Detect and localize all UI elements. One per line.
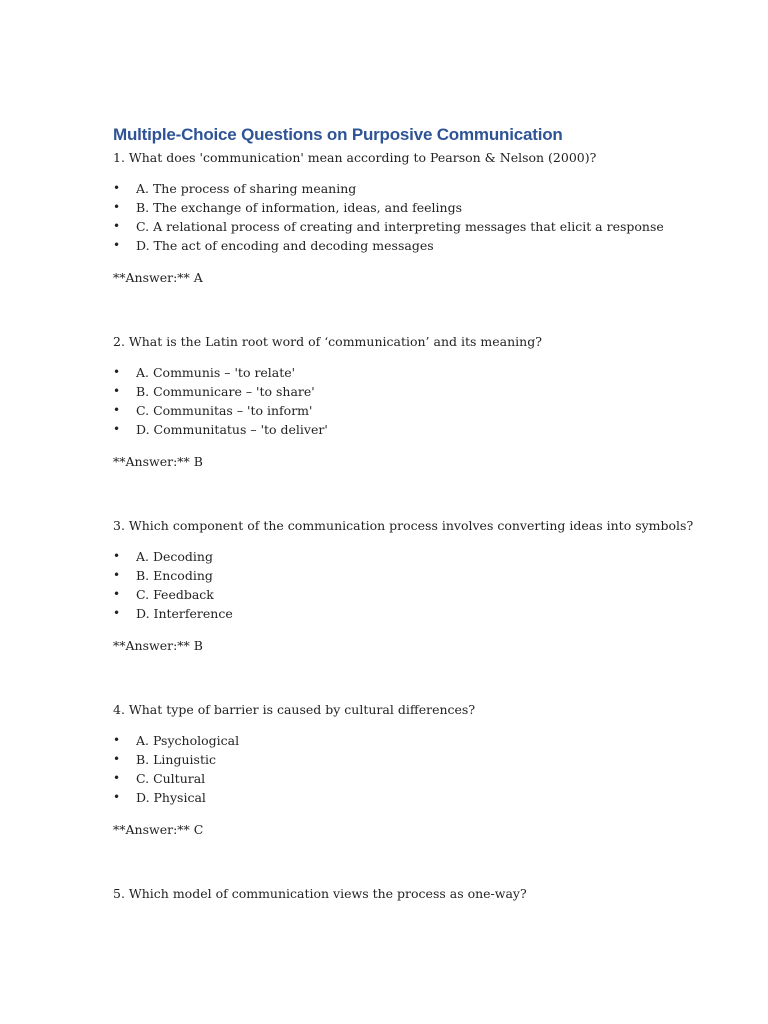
bullet-icon: •: [113, 733, 121, 747]
bullet-icon: •: [113, 384, 121, 398]
option-list: [113, 363, 713, 439]
option-label: D. The act of encoding and decoding messages: [136, 238, 434, 253]
option-label: C. Feedback: [136, 587, 214, 602]
bullet-icon: •: [113, 587, 121, 601]
option-label: D. Physical: [136, 790, 206, 805]
option-label: C. Cultural: [136, 771, 206, 786]
option-list: [113, 547, 713, 623]
document-title: Multiple-Choice Questions on Purposive Communication: [113, 125, 563, 144]
option-item: [113, 382, 713, 401]
question-block-2: [113, 332, 713, 471]
bullet-icon: •: [113, 181, 121, 195]
option-item: [113, 420, 713, 439]
option-item: [113, 363, 713, 382]
bullet-icon: •: [113, 219, 121, 233]
bullet-icon: •: [113, 238, 121, 252]
question-block-3: [113, 516, 713, 655]
option-item: [113, 198, 713, 217]
document-page: [113, 124, 713, 948]
option-label: A. Psychological: [136, 733, 240, 748]
option-label: D. Communitatus – 'to deliver': [136, 422, 328, 437]
option-label: A. The process of sharing meaning: [136, 181, 357, 196]
option-item: [113, 769, 713, 788]
option-label: B. Encoding: [136, 568, 213, 583]
answer-text: **Answer:** C: [113, 822, 204, 837]
option-item: [113, 585, 713, 604]
option-label: A. Decoding: [136, 549, 213, 564]
option-list: [113, 179, 713, 255]
option-label: C. Communitas – 'to inform': [136, 403, 313, 418]
question-block-5: [113, 884, 713, 903]
bullet-icon: •: [113, 549, 121, 563]
bullet-icon: •: [113, 606, 121, 620]
option-item: [113, 731, 713, 750]
option-label: C. A relational process of creating and interpreting messages that elicit a response: [136, 219, 664, 234]
question-text: 5. Which model of communication views the process as one-way?: [113, 886, 527, 901]
option-item: [113, 236, 713, 255]
bullet-icon: •: [113, 365, 121, 379]
bullet-icon: •: [113, 422, 121, 436]
option-label: B. The exchange of information, ideas, and feelings: [136, 200, 462, 215]
bullet-icon: •: [113, 403, 121, 417]
question-text: 2. What is the Latin root word of ‘communication’ and its meaning?: [113, 334, 542, 349]
bullet-icon: •: [113, 790, 121, 804]
option-item: [113, 217, 713, 236]
option-item: [113, 179, 713, 198]
option-item: [113, 750, 713, 769]
bullet-icon: •: [113, 200, 121, 214]
bullet-icon: •: [113, 568, 121, 582]
answer-text: **Answer:** A: [113, 270, 203, 285]
bullet-icon: •: [113, 752, 121, 766]
question-text: 1. What does 'communication' mean according to Pearson & Nelson (2000)?: [113, 150, 597, 165]
option-item: [113, 788, 713, 807]
question-block-4: [113, 700, 713, 839]
option-item: [113, 604, 713, 623]
answer-text: **Answer:** B: [113, 638, 203, 653]
question-text: 4. What type of barrier is caused by cultural differences?: [113, 702, 476, 717]
option-item: [113, 566, 713, 585]
option-item: [113, 401, 713, 420]
question-block-1: [113, 148, 713, 287]
question-text: 3. Which component of the communication process involves converting ideas into symbols?: [113, 518, 694, 533]
option-label: B. Linguistic: [136, 752, 216, 767]
option-item: [113, 547, 713, 566]
option-label: D. Interference: [136, 606, 233, 621]
bullet-icon: •: [113, 771, 121, 785]
option-list: [113, 731, 713, 807]
answer-text: **Answer:** B: [113, 454, 203, 469]
option-label: B. Communicare – 'to share': [136, 384, 315, 399]
option-label: A. Communis – 'to relate': [136, 365, 296, 380]
